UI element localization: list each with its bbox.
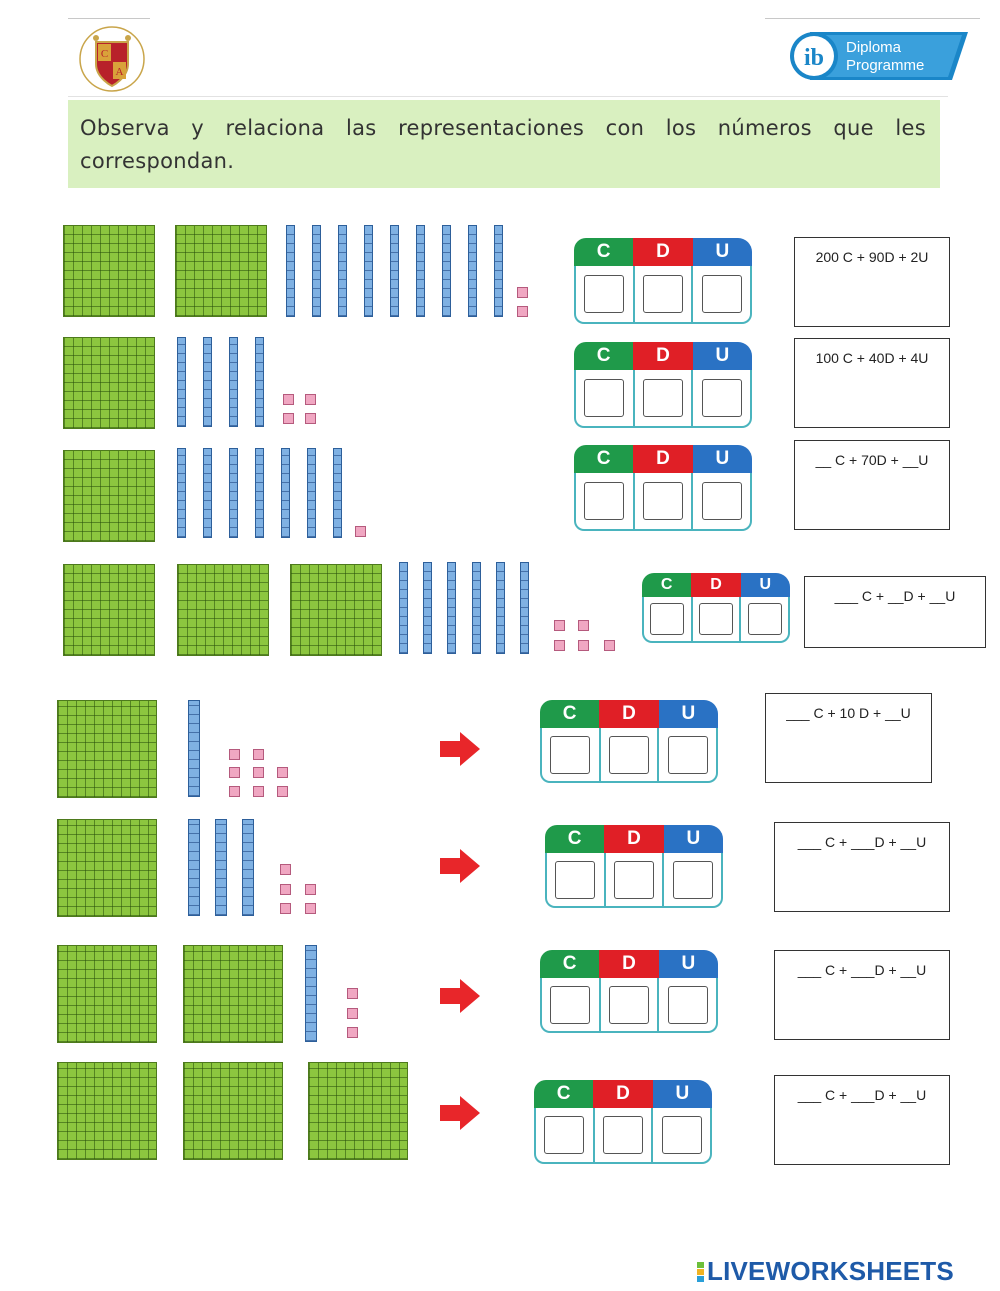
hundreds-input[interactable] bbox=[550, 986, 590, 1024]
ten-rod bbox=[305, 945, 317, 1042]
school-logo-letter-c: C bbox=[100, 48, 109, 60]
answer-text: __ C + 70D + __U bbox=[815, 452, 929, 468]
ten-rod bbox=[472, 562, 481, 654]
cdu-table bbox=[574, 342, 752, 428]
ten-rod bbox=[399, 562, 408, 654]
ten-rod bbox=[520, 562, 529, 654]
unit-cube bbox=[554, 640, 565, 651]
header-rule-left bbox=[68, 18, 150, 19]
cdu-label-u: U bbox=[693, 445, 752, 473]
answer-text: 200 C + 90D + 2U bbox=[815, 249, 929, 265]
hundreds-input[interactable] bbox=[584, 275, 624, 313]
ten-rod bbox=[177, 337, 186, 427]
cdu-label-u: U bbox=[659, 700, 718, 728]
arrow-right-icon bbox=[440, 849, 480, 883]
cdu-label-c: C bbox=[574, 342, 633, 370]
units-input[interactable] bbox=[668, 986, 708, 1024]
answer-text: ___ C + ___D + __U bbox=[797, 834, 927, 850]
answer-box bbox=[794, 338, 950, 428]
hundred-flat bbox=[290, 564, 382, 656]
unit-cube bbox=[347, 1008, 358, 1019]
ten-rod bbox=[423, 562, 432, 654]
unit-cube bbox=[355, 526, 366, 537]
ten-rod bbox=[255, 448, 264, 538]
unit-cube bbox=[604, 640, 615, 651]
ten-rod bbox=[333, 448, 342, 538]
arrow-right-icon bbox=[440, 732, 480, 766]
ten-rod bbox=[364, 225, 373, 317]
cdu-label-u: U bbox=[664, 825, 723, 853]
ib-logo-mark: ib bbox=[803, 45, 825, 71]
answer-text: ___ C + ___D + __U bbox=[797, 1087, 927, 1103]
ten-rod bbox=[203, 337, 212, 427]
answer-box bbox=[804, 576, 986, 648]
hundred-flat bbox=[308, 1062, 408, 1160]
ten-rod bbox=[281, 448, 290, 538]
cdu-label-u: U bbox=[653, 1080, 712, 1108]
hundred-flat bbox=[63, 225, 155, 317]
cdu-label-u: U bbox=[693, 238, 752, 266]
hundred-flat bbox=[57, 819, 157, 917]
ten-rod bbox=[307, 448, 316, 538]
unit-cube bbox=[277, 786, 288, 797]
cdu-label-c: C bbox=[540, 700, 599, 728]
ib-diploma-logo bbox=[790, 30, 968, 82]
hundred-flat bbox=[57, 945, 157, 1043]
unit-cube bbox=[347, 1027, 358, 1038]
arrow-right-icon bbox=[440, 979, 480, 1013]
units-input[interactable] bbox=[702, 379, 742, 417]
unit-cube bbox=[283, 413, 294, 424]
units-input[interactable] bbox=[702, 482, 742, 520]
cdu-label-c: C bbox=[574, 238, 633, 266]
ib-logo-line1: Diploma bbox=[846, 39, 902, 56]
hundred-flat bbox=[63, 337, 155, 429]
unit-cube bbox=[517, 287, 528, 298]
arrow-right-icon bbox=[440, 1096, 480, 1130]
units-input[interactable] bbox=[668, 736, 708, 774]
cdu-label-d: D bbox=[599, 700, 658, 728]
cdu-label-d: D bbox=[633, 445, 692, 473]
cdu-table bbox=[545, 825, 723, 908]
hundreds-input[interactable] bbox=[550, 736, 590, 774]
ten-rod bbox=[215, 819, 227, 916]
ten-rod bbox=[188, 819, 200, 916]
hundreds-input[interactable] bbox=[584, 482, 624, 520]
hundreds-input[interactable] bbox=[584, 379, 624, 417]
cdu-label-u: U bbox=[693, 342, 752, 370]
hundred-flat bbox=[63, 450, 155, 542]
tens-input[interactable] bbox=[614, 861, 654, 899]
answer-box bbox=[774, 822, 950, 912]
header-rule-right bbox=[765, 18, 980, 19]
cdu-label-d: D bbox=[593, 1080, 652, 1108]
units-input[interactable] bbox=[748, 603, 782, 635]
unit-cube bbox=[305, 394, 316, 405]
hundreds-input[interactable] bbox=[555, 861, 595, 899]
unit-cube bbox=[229, 786, 240, 797]
cdu-label-c: C bbox=[574, 445, 633, 473]
cdu-label-c: C bbox=[534, 1080, 593, 1108]
ten-rod bbox=[242, 819, 254, 916]
unit-cube bbox=[283, 394, 294, 405]
liveworksheets-logo bbox=[697, 1256, 954, 1287]
tens-input[interactable] bbox=[699, 603, 733, 635]
hundred-flat bbox=[177, 564, 269, 656]
answer-text: ___ C + 10 D + __U bbox=[786, 705, 911, 721]
unit-cube bbox=[578, 640, 589, 651]
unit-cube bbox=[305, 903, 316, 914]
instruction-text: Observa y relaciona las representaciones con los números que les correspondan. bbox=[80, 116, 926, 173]
cdu-label-d: D bbox=[633, 238, 692, 266]
hundred-flat bbox=[183, 1062, 283, 1160]
ten-rod bbox=[442, 225, 451, 317]
cdu-label-c: C bbox=[540, 950, 599, 978]
unit-cube bbox=[229, 749, 240, 760]
ten-rod bbox=[312, 225, 321, 317]
unit-cube bbox=[305, 413, 316, 424]
answer-box bbox=[794, 440, 950, 530]
ten-rod bbox=[447, 562, 456, 654]
unit-cube bbox=[253, 749, 264, 760]
hundreds-input[interactable] bbox=[650, 603, 684, 635]
ten-rod bbox=[494, 225, 503, 317]
cdu-label-c: C bbox=[545, 825, 604, 853]
unit-cube bbox=[253, 767, 264, 778]
unit-cube bbox=[277, 767, 288, 778]
answer-text: 100 C + 40D + 4U bbox=[815, 350, 929, 366]
ten-rod bbox=[338, 225, 347, 317]
hundred-flat bbox=[175, 225, 267, 317]
unit-cube bbox=[347, 988, 358, 999]
hundred-flat bbox=[57, 700, 157, 798]
cdu-label-c: C bbox=[642, 573, 691, 597]
tens-input[interactable] bbox=[603, 1116, 643, 1154]
tens-input[interactable] bbox=[609, 986, 649, 1024]
instruction-box bbox=[68, 100, 940, 188]
answer-box bbox=[774, 950, 950, 1040]
cdu-label-u: U bbox=[659, 950, 718, 978]
hundred-flat bbox=[57, 1062, 157, 1160]
hundreds-input[interactable] bbox=[544, 1116, 584, 1154]
answer-text: ___ C + ___D + __U bbox=[797, 962, 927, 978]
cdu-label-d: D bbox=[691, 573, 740, 597]
unit-cube bbox=[305, 884, 316, 895]
header-rule-bottom bbox=[68, 96, 948, 97]
ten-rod bbox=[229, 448, 238, 538]
units-input[interactable] bbox=[673, 861, 713, 899]
tens-input[interactable] bbox=[643, 275, 683, 313]
hundred-flat bbox=[183, 945, 283, 1043]
unit-cube bbox=[517, 306, 528, 317]
school-logo-letter-a: A bbox=[115, 66, 124, 78]
tens-input[interactable] bbox=[609, 736, 649, 774]
ten-rod bbox=[390, 225, 399, 317]
cdu-label-d: D bbox=[604, 825, 663, 853]
ib-logo-line2: Programme bbox=[846, 57, 925, 74]
units-input[interactable] bbox=[662, 1116, 702, 1154]
ten-rod bbox=[203, 448, 212, 538]
cdu-label-d: D bbox=[599, 950, 658, 978]
cdu-table bbox=[574, 445, 752, 531]
cdu-label-u: U bbox=[741, 573, 790, 597]
ten-rod bbox=[468, 225, 477, 317]
liveworksheets-icon bbox=[697, 1262, 704, 1282]
answer-box bbox=[765, 693, 932, 783]
hundred-flat bbox=[63, 564, 155, 656]
cdu-table bbox=[574, 238, 752, 324]
cdu-label-d: D bbox=[633, 342, 692, 370]
answer-text: ___ C + __D + __U bbox=[834, 588, 956, 604]
ten-rod bbox=[229, 337, 238, 427]
tens-input[interactable] bbox=[643, 482, 683, 520]
tens-input[interactable] bbox=[643, 379, 683, 417]
unit-cube bbox=[253, 786, 264, 797]
unit-cube bbox=[229, 767, 240, 778]
unit-cube bbox=[554, 620, 565, 631]
cdu-table bbox=[642, 573, 790, 643]
unit-cube bbox=[280, 884, 291, 895]
ten-rod bbox=[416, 225, 425, 317]
unit-cube bbox=[280, 864, 291, 875]
unit-cube bbox=[280, 903, 291, 914]
cdu-table bbox=[540, 700, 718, 783]
ten-rod bbox=[255, 337, 264, 427]
footer-brand: LIVEWORKSHEETS bbox=[707, 1256, 954, 1286]
unit-cube bbox=[578, 620, 589, 631]
ten-rod bbox=[286, 225, 295, 317]
ten-rod bbox=[177, 448, 186, 538]
cdu-table bbox=[534, 1080, 712, 1164]
ten-rod bbox=[496, 562, 505, 654]
answer-box bbox=[774, 1075, 950, 1165]
school-logo bbox=[72, 24, 152, 94]
units-input[interactable] bbox=[702, 275, 742, 313]
answer-box bbox=[794, 237, 950, 327]
ten-rod bbox=[188, 700, 200, 797]
cdu-table bbox=[540, 950, 718, 1033]
